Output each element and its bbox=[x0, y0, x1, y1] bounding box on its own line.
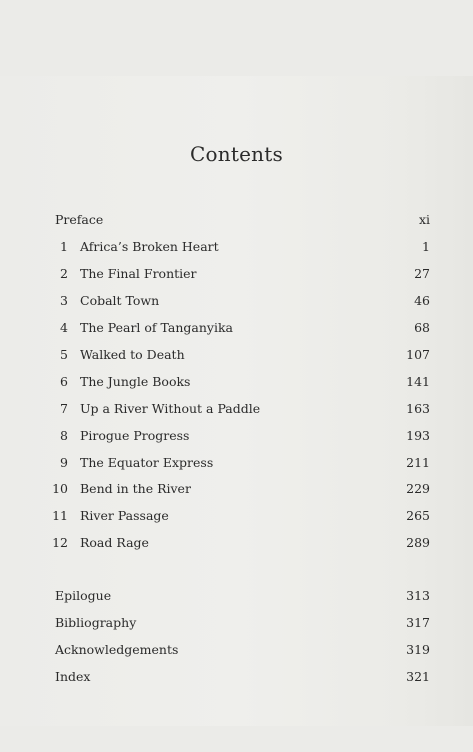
toc-entry-number: 8 bbox=[60, 428, 68, 443]
toc-entry-page: 46 bbox=[414, 293, 430, 308]
toc-entry-label: Africa’s Broken Heart bbox=[80, 239, 219, 254]
toc-entry-page: 317 bbox=[406, 615, 430, 630]
toc-entry-number: 3 bbox=[60, 293, 68, 308]
toc-entry-acknowledgements bbox=[0, 641, 473, 659]
toc-entry-label: Cobalt Town bbox=[80, 293, 160, 308]
toc-entry-label: Preface bbox=[55, 212, 104, 227]
toc-entry-label: Road Rage bbox=[80, 535, 149, 550]
toc-entry-number: 1 bbox=[60, 239, 68, 254]
toc-entry-page: 141 bbox=[406, 374, 430, 389]
toc-entry-page: 163 bbox=[406, 401, 430, 416]
toc-entry-epilogue bbox=[0, 587, 473, 605]
toc-entry-label: River Passage bbox=[80, 508, 169, 523]
toc-entry-label: Index bbox=[55, 669, 91, 684]
toc-entry-chapter bbox=[0, 507, 473, 525]
page-title: Contents bbox=[190, 142, 283, 166]
toc-entry-label: Walked to Death bbox=[80, 347, 185, 362]
toc-entry-chapter bbox=[0, 238, 473, 256]
toc-entry-chapter bbox=[0, 373, 473, 391]
toc-entry-chapter bbox=[0, 400, 473, 418]
toc-entry-label: Acknowledgements bbox=[55, 642, 179, 657]
toc-entry-page: 229 bbox=[406, 481, 430, 496]
toc-entry-preface bbox=[0, 211, 473, 229]
toc-entry-index bbox=[0, 668, 473, 686]
toc-entry-label: Bend in the River bbox=[80, 481, 191, 496]
toc-entry-page: xi bbox=[418, 212, 430, 227]
toc-entry-chapter bbox=[0, 427, 473, 445]
toc-entry-page: 313 bbox=[406, 588, 430, 603]
toc-entry-number: 5 bbox=[60, 347, 68, 362]
toc-entry-page: 211 bbox=[406, 455, 430, 470]
toc-entry-number: 11 bbox=[52, 508, 68, 523]
toc-entry-chapter bbox=[0, 319, 473, 337]
toc-entry-label: The Final Frontier bbox=[80, 266, 197, 281]
toc-entry-label: The Equator Express bbox=[80, 455, 214, 470]
toc-entry-bibliography bbox=[0, 614, 473, 632]
toc-entry-number: 10 bbox=[52, 481, 68, 496]
toc-entry-page: 265 bbox=[406, 508, 430, 523]
toc-entry-label: The Pearl of Tanganyika bbox=[80, 320, 233, 335]
toc-entry-label: Pirogue Progress bbox=[80, 428, 190, 443]
toc-entry-number: 4 bbox=[60, 320, 68, 335]
toc-entry-page: 193 bbox=[406, 428, 430, 443]
toc-entry-page: 319 bbox=[406, 642, 430, 657]
toc-entry-number: 9 bbox=[60, 455, 68, 470]
toc-entry-number: 12 bbox=[52, 535, 68, 550]
toc-entry-number: 6 bbox=[60, 374, 68, 389]
toc-entry-chapter bbox=[0, 454, 473, 472]
toc-entry-chapter bbox=[0, 534, 473, 552]
toc-entry-chapter bbox=[0, 265, 473, 283]
toc-entry-label: The Jungle Books bbox=[80, 374, 191, 389]
toc-entry-chapter bbox=[0, 480, 473, 498]
toc-entry-page: 68 bbox=[414, 320, 430, 335]
toc-entry-label: Bibliography bbox=[55, 615, 137, 630]
toc-entry-chapter bbox=[0, 292, 473, 310]
toc-entry-number: 2 bbox=[60, 266, 68, 281]
toc-entry-page: 1 bbox=[422, 239, 430, 254]
toc-entry-label: Epilogue bbox=[55, 588, 112, 603]
toc-entry-page: 321 bbox=[406, 669, 430, 684]
toc-entry-page: 27 bbox=[414, 266, 430, 281]
toc-entry-number: 7 bbox=[60, 401, 68, 416]
toc-entry-label: Up a River Without a Paddle bbox=[80, 401, 261, 416]
toc-entry-chapter bbox=[0, 346, 473, 364]
toc-entry-page: 107 bbox=[406, 347, 430, 362]
toc-entry-page: 289 bbox=[406, 535, 430, 550]
